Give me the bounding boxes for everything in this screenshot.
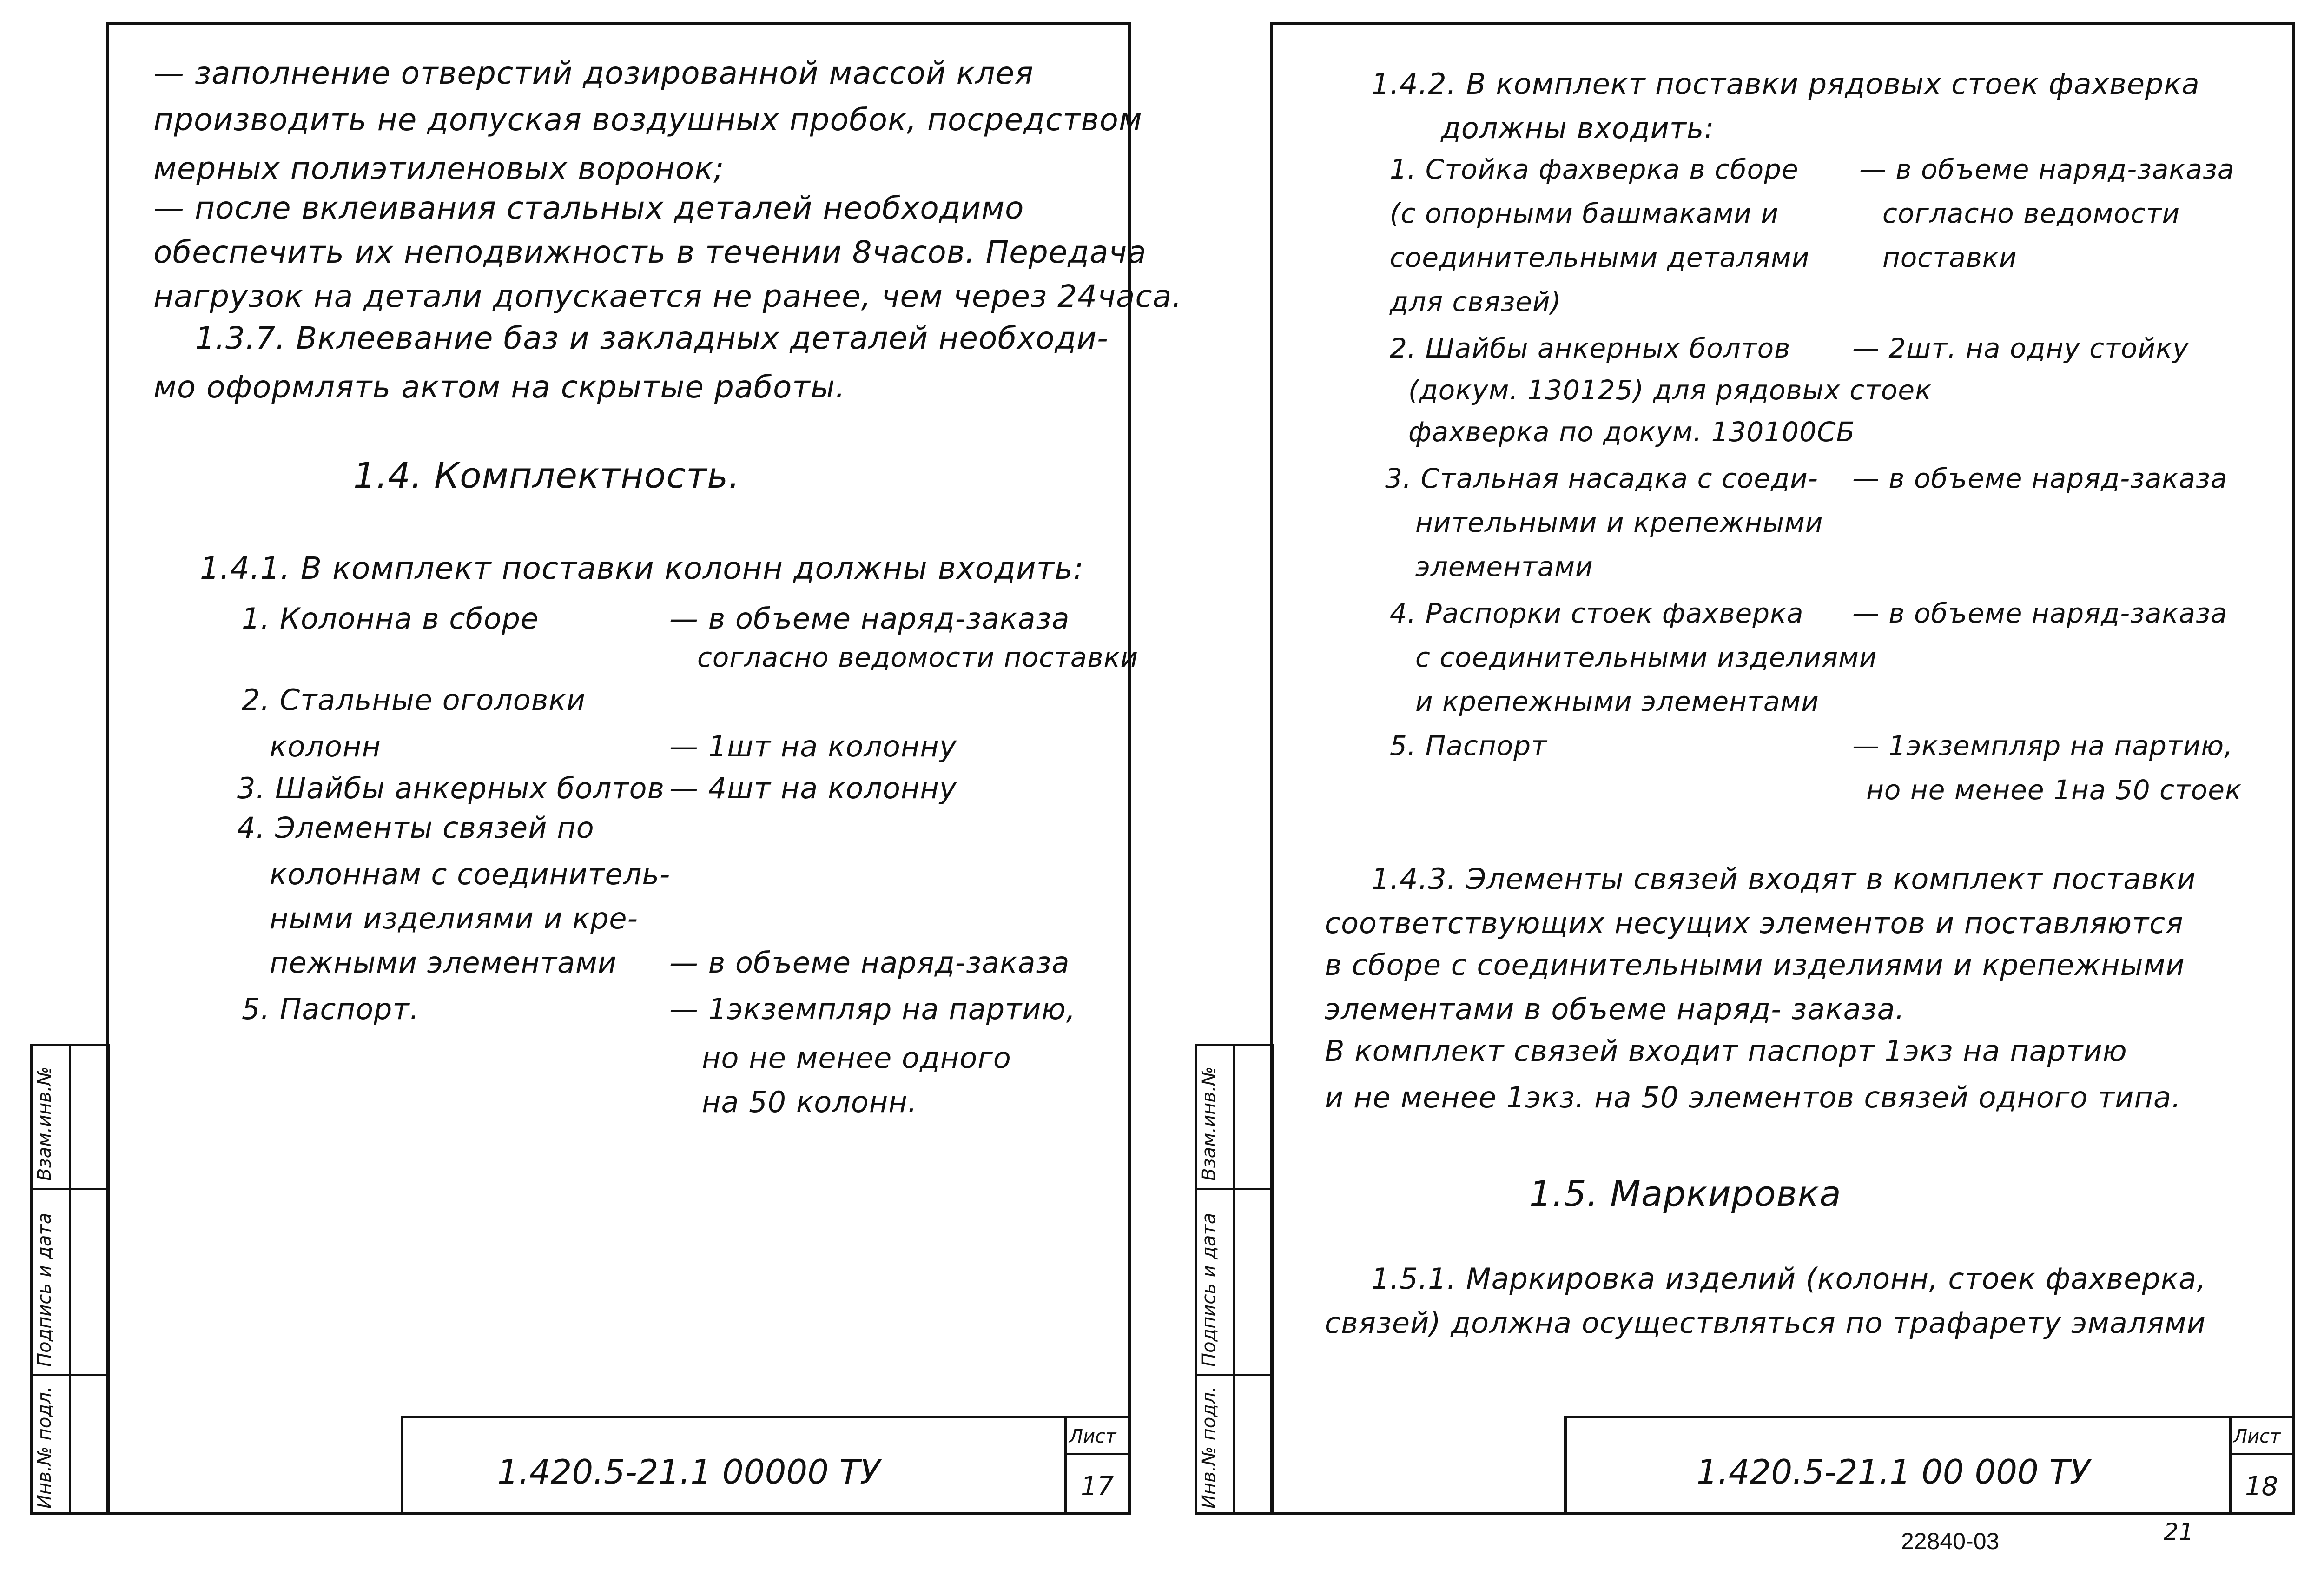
left-item-1-qty: — в объеме наряд-заказа: [669, 602, 1070, 636]
right-para-4: элементами в объеме наряд- заказа.: [1325, 992, 1905, 1026]
right-item-3-qty: — в объеме наряд-заказа: [1852, 463, 2228, 494]
left-side-signature-label: Подпись и дата: [34, 1212, 55, 1367]
right-sheet-label: Лист: [2233, 1426, 2281, 1447]
right-item-3-name-3: элементами: [1415, 551, 1593, 583]
right-item-4-name-2: с соединительными изделиями: [1415, 642, 1877, 673]
right-item-5-name: 5. Паспорт: [1390, 730, 1547, 762]
left-item-2-name: 2. Стальные оголовки: [242, 683, 586, 717]
right-sheet-number: 18: [2245, 1471, 2278, 1502]
right-para-3: в сборе с соединительными изделиями и крепежными: [1325, 948, 2185, 982]
left-item-4-name-2: колоннам с соединитель-: [270, 857, 671, 891]
left-section-heading: 1.4. Комплектность.: [353, 455, 740, 496]
archive-code: 22840-03: [1901, 1528, 2000, 1554]
left-line-4: — после вклеивания стальных деталей необходимо: [153, 190, 1024, 226]
scan-page-number: 21: [2164, 1518, 2194, 1545]
left-line-7: 1.3.7. Вклеевание баз и закладных деталей необходи-: [195, 320, 1109, 356]
left-item-5-qty-3: на 50 колонн.: [702, 1085, 918, 1119]
right-item-5-qty-2: но не менее 1на 50 стоек: [1866, 774, 2242, 806]
left-item-4-name: 4. Элементы связей по: [237, 811, 594, 845]
right-doc-code: 1.420.5-21.1 00 000 ТУ: [1697, 1452, 2090, 1491]
right-item-3-name-2: нительными и крепежными: [1415, 507, 1823, 538]
left-side-replace-label: Взам.инв.№: [34, 1066, 55, 1181]
right-item-2-qty: — 2шт. на одну стойку: [1852, 332, 2189, 364]
left-line-1: — заполнение отверстий дозированной массой клея: [153, 55, 1034, 91]
right-item-1-name-2: (с опорными башмаками и: [1390, 198, 1779, 229]
left-item-2-qty: — 1шт на колонну: [669, 729, 957, 763]
right-item-1-qty-2: согласно ведомости: [1882, 198, 2180, 229]
left-item-1-name: 1. Колонна в сборе: [242, 602, 539, 636]
left-item-5-name: 5. Паспорт.: [242, 992, 420, 1026]
right-side-signature-label: Подпись и дата: [1198, 1212, 1220, 1367]
left-item-5-qty: — 1экземпляр на партию,: [669, 992, 1076, 1026]
left-item-3-qty: — 4шт на колонну: [669, 771, 957, 805]
right-para-5: В комплект связей входит паспорт 1экз на партию: [1325, 1034, 2127, 1068]
right-intro-2: должны входить:: [1441, 111, 1715, 145]
left-sheet-number: 17: [1081, 1471, 1114, 1502]
right-item-1-name-4: для связей): [1390, 286, 1562, 318]
right-side-inv-label: Инв.№ подл.: [1198, 1386, 1220, 1509]
right-para-1: 1.4.3. Элементы связей входят в комплект поставки: [1371, 862, 2196, 896]
right-para2-2: связей) должна осуществляться по трафарету эмалями: [1325, 1306, 2206, 1340]
right-item-3-name: 3. Стальная насадка с соеди-: [1385, 463, 1818, 494]
left-item-2-name-2: колонн: [270, 729, 382, 763]
left-sheet-label: Лист: [1069, 1426, 1116, 1447]
left-item-4-name-3: ными изделиями и кре-: [270, 901, 638, 935]
left-line-5: обеспечить их неподвижность в течении 8часов. Передача: [153, 234, 1147, 270]
left-side-inv-label: Инв.№ подл.: [34, 1386, 55, 1509]
right-item-4-name: 4. Распорки стоек фахверка: [1390, 597, 1804, 629]
left-item-4-qty: — в объеме наряд-заказа: [669, 946, 1070, 980]
right-item-1-name: 1. Стойка фахверка в сборе: [1390, 153, 1799, 185]
right-item-2-name: 2. Шайбы анкерных болтов: [1390, 332, 1791, 364]
left-line-6: нагрузок на детали допускается не ранее, чем через 24часа.: [153, 278, 1182, 314]
left-doc-code: 1.420.5-21.1 00000 ТУ: [497, 1452, 880, 1491]
left-line-3: мерных полиэтиленовых воронок;: [153, 151, 725, 186]
right-intro-1: 1.4.2. В комплект поставки рядовых стоек фахверка: [1371, 67, 2200, 101]
left-line-8: мо оформлять актом на скрытые работы.: [153, 369, 845, 405]
left-item-4-name-4: пежными элементами: [270, 946, 617, 980]
right-item-4-qty: — в объеме наряд-заказа: [1852, 597, 2228, 629]
right-item-1-qty-3: поставки: [1882, 242, 2017, 273]
right-para-6: и не менее 1экз. на 50 элементов связей одного типа.: [1325, 1080, 2181, 1114]
left-intro: 1.4.1. В комплект поставки колонн должны входить:: [200, 550, 1084, 586]
right-item-2-name-2: (докум. 130125) для рядовых стоек: [1408, 374, 1932, 406]
left-item-3-name: 3. Шайбы анкерных болтов: [237, 771, 665, 805]
right-item-2-name-3: фахверка по докум. 130100СБ: [1408, 416, 1855, 448]
right-para2-1: 1.5.1. Маркировка изделий (колонн, стоек фахверка,: [1371, 1262, 2206, 1296]
right-para-2: соответствующих несущих элементов и поставляются: [1325, 906, 2184, 940]
right-side-replace-label: Взам.инв.№: [1198, 1066, 1220, 1181]
left-item-5-qty-2: но не менее одного: [702, 1041, 1011, 1075]
left-line-2: производить не допуская воздушных пробок, посредством: [153, 102, 1142, 138]
right-section-heading: 1.5. Маркировка: [1529, 1173, 1842, 1214]
right-item-1-qty: — в объеме наряд-заказа: [1859, 153, 2235, 185]
right-item-5-qty: — 1экземпляр на партию,: [1852, 730, 2233, 762]
right-item-4-name-3: и крепежными элементами: [1415, 686, 1819, 717]
left-item-1-qty-2: согласно ведомости поставки: [697, 642, 1139, 673]
right-item-1-name-3: соединительными деталями: [1390, 242, 1810, 273]
